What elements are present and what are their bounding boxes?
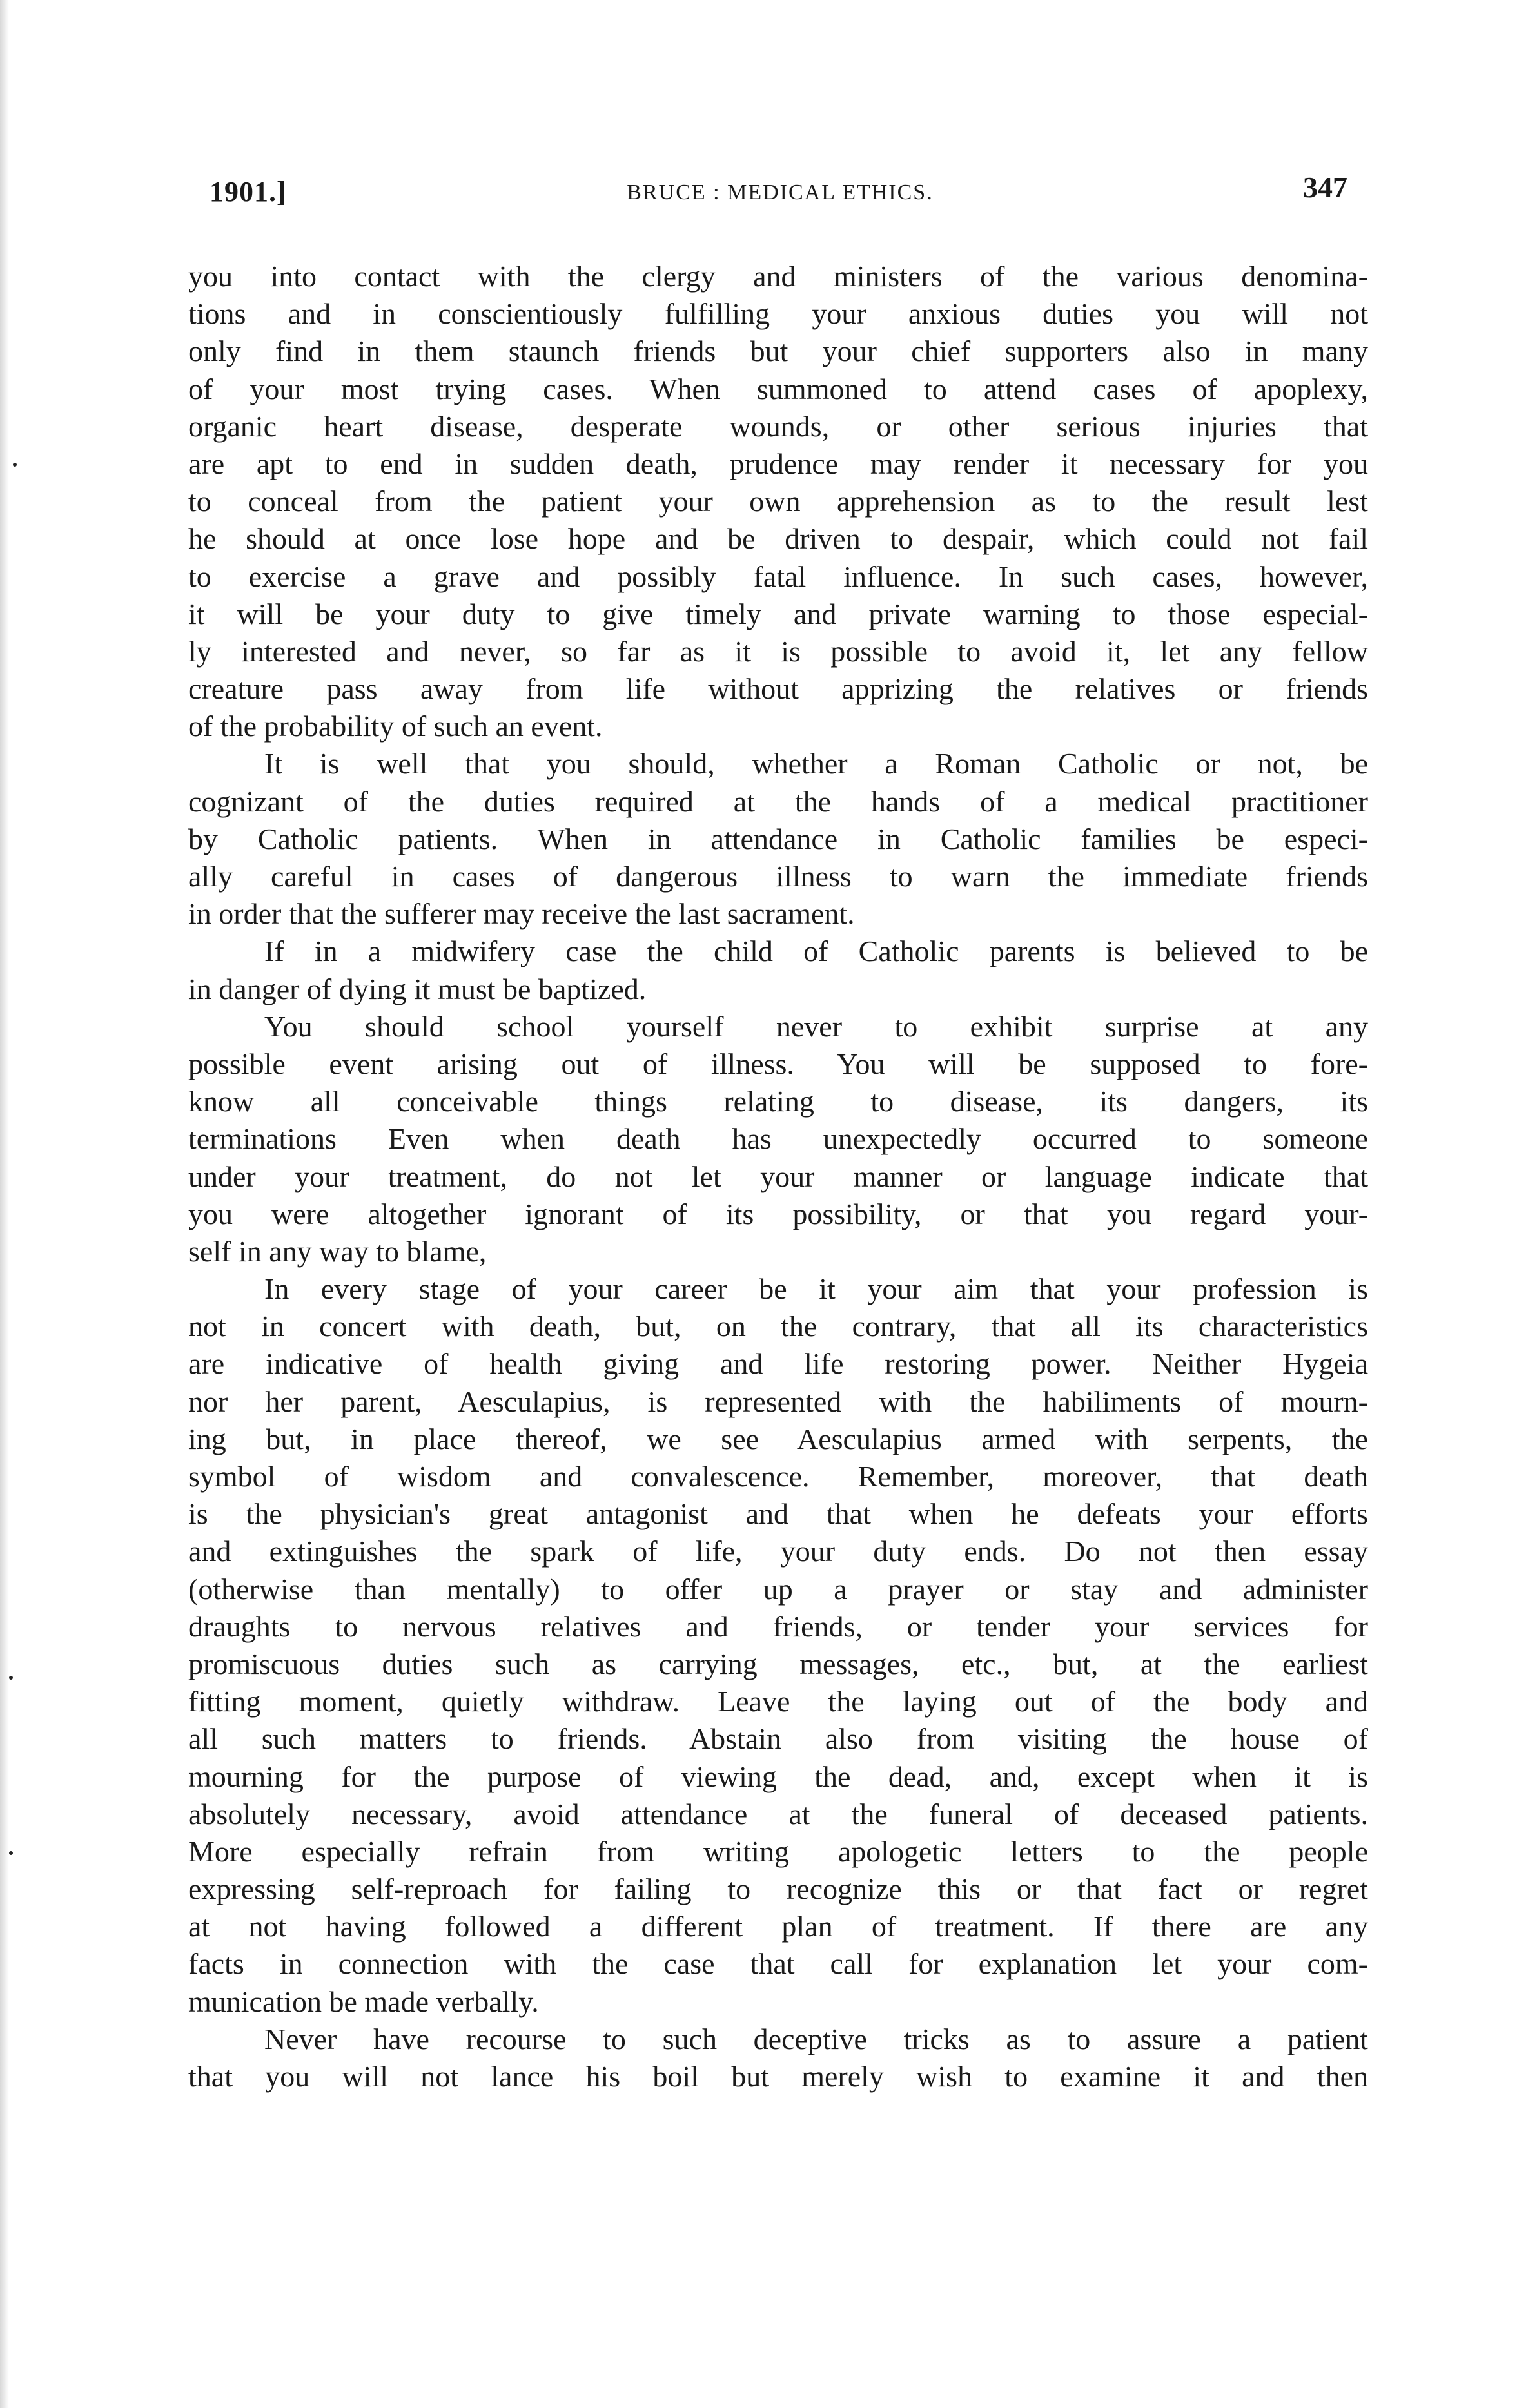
text-line: only find in them staunch friends but your chief supporters also in many — [188, 335, 1368, 368]
text-line: he should at once lose hope and be driven to despair, which could not fail — [188, 522, 1368, 556]
text-line: promiscuous duties such as carrying messages, etc., but, at the earliest — [188, 1647, 1368, 1680]
text-line: under your treatment, do not let your manner or language indicate that — [188, 1160, 1368, 1193]
text-line: to exercise a grave and possibly fatal influence. In such cases, however, — [188, 559, 1368, 593]
text-line: of your most trying cases. When summoned to attend cases of apoplexy, — [188, 372, 1368, 405]
text-line: mourning for the purpose of viewing the dead, and, except when it is — [188, 1760, 1368, 1793]
text-line: that you will not lance his boil but merely wish to examine it and then — [188, 2060, 1368, 2093]
header-title: BRUCE : MEDICAL ETHICS. — [627, 180, 934, 204]
text-line: possible event arising out of illness. You will be supposed to fore- — [188, 1047, 1368, 1080]
text-line: nor her parent, Aesculapius, is represented with the habiliments of mourn- — [188, 1384, 1368, 1418]
text-line: is the physician's great antagonist and that when he defeats your efforts — [188, 1497, 1368, 1531]
text-line: in danger of dying it must be baptized. — [188, 972, 647, 1005]
margin-speck — [13, 463, 17, 467]
text-line: not in concert with death, but, on the contrary, that all its characteristics — [188, 1310, 1368, 1343]
text-line: absolutely necessary, avoid attendance at the funeral of deceased patients. — [188, 1797, 1368, 1830]
text-line: are indicative of health giving and life restoring power. Neither Hygeia — [188, 1347, 1368, 1381]
header-year: 1901.] — [210, 176, 287, 208]
text-line: You should school yourself never to exhibit surprise at any — [264, 1009, 1368, 1043]
text-line: cognizant of the duties required at the hands of a medical practitioner — [188, 784, 1368, 818]
text-line: draughts to nervous relatives and friends, or tender your services for — [188, 1609, 1368, 1643]
text-line: munication be made verbally. — [188, 1985, 539, 2018]
text-line: to conceal from the patient your own apprehension as to the result lest — [188, 485, 1368, 518]
body-text — [188, 258, 1368, 2095]
page-number: 347 — [1303, 171, 1347, 204]
text-line: (otherwise than mentally) to offer up a prayer or stay and administer — [188, 1572, 1368, 1606]
text-line: If in a midwifery case the child of Catholic parents is believed to be — [264, 935, 1368, 968]
text-line: Never have recourse to such deceptive tricks as to assure a patient — [264, 2022, 1368, 2055]
text-line: you into contact with the clergy and ministers of the various denomina- — [188, 260, 1368, 293]
text-line: symbol of wisdom and convalescence. Remember, moreover, that death — [188, 1460, 1368, 1493]
text-line: ly interested and never, so far as it is possible to avoid it, let any fellow — [188, 634, 1368, 668]
text-line: in order that the sufferer may receive the last sacrament. — [188, 897, 855, 931]
text-line: terminations Even when death has unexpectedly occurred to someone — [188, 1122, 1368, 1156]
text-line: fitting moment, quietly withdraw. Leave the laying out of the body and — [188, 1685, 1368, 1718]
text-line: you were altogether ignorant of its possibility, or that you regard your- — [188, 1197, 1368, 1230]
text-line: self in any way to blame, — [188, 1234, 487, 1268]
running-header — [210, 171, 1351, 220]
text-line: are apt to end in sudden death, prudence may render it necessary for you — [188, 447, 1368, 480]
text-line: creature pass away from life without apprizing the relatives or friends — [188, 672, 1368, 706]
text-line: More especially refrain from writing apologetic letters to the people — [188, 1834, 1368, 1868]
margin-speck — [9, 1676, 13, 1680]
text-line: facts in connection with the case that call for explanation let your com- — [188, 1947, 1368, 1981]
text-line: ally careful in cases of dangerous illness to warn the immediate friends — [188, 860, 1368, 893]
margin-speck — [9, 1851, 13, 1855]
text-line: It is well that you should, whether a Roman Catholic or not, be — [264, 747, 1368, 781]
text-line: expressing self-reproach for failing to recognize this or that fact or regret — [188, 1872, 1368, 1906]
text-line: In every stage of your career be it your aim that your profession is — [264, 1272, 1368, 1306]
text-line: by Catholic patients. When in attendance in Catholic families be especi- — [188, 822, 1368, 855]
text-line: ing but, in place thereof, we see Aesculapius armed with serpents, the — [188, 1422, 1368, 1455]
text-line: it will be your duty to give timely and private warning to those especial- — [188, 597, 1368, 630]
text-line: know all conceivable things relating to disease, its dangers, its — [188, 1085, 1368, 1118]
text-line: all such matters to friends. Abstain also from visiting the house of — [188, 1722, 1368, 1756]
text-line: of the probability of such an event. — [188, 710, 603, 743]
page-edge-shadow — [0, 0, 9, 2408]
text-line: and extinguishes the spark of life, your duty ends. Do not then essay — [188, 1535, 1368, 1568]
text-line: tions and in conscientiously fulfilling your anxious duties you will not — [188, 297, 1368, 331]
text-line: organic heart disease, desperate wounds, or other serious injuries that — [188, 409, 1368, 443]
text-line: at not having followed a different plan of treatment. If there are any — [188, 1910, 1368, 1943]
